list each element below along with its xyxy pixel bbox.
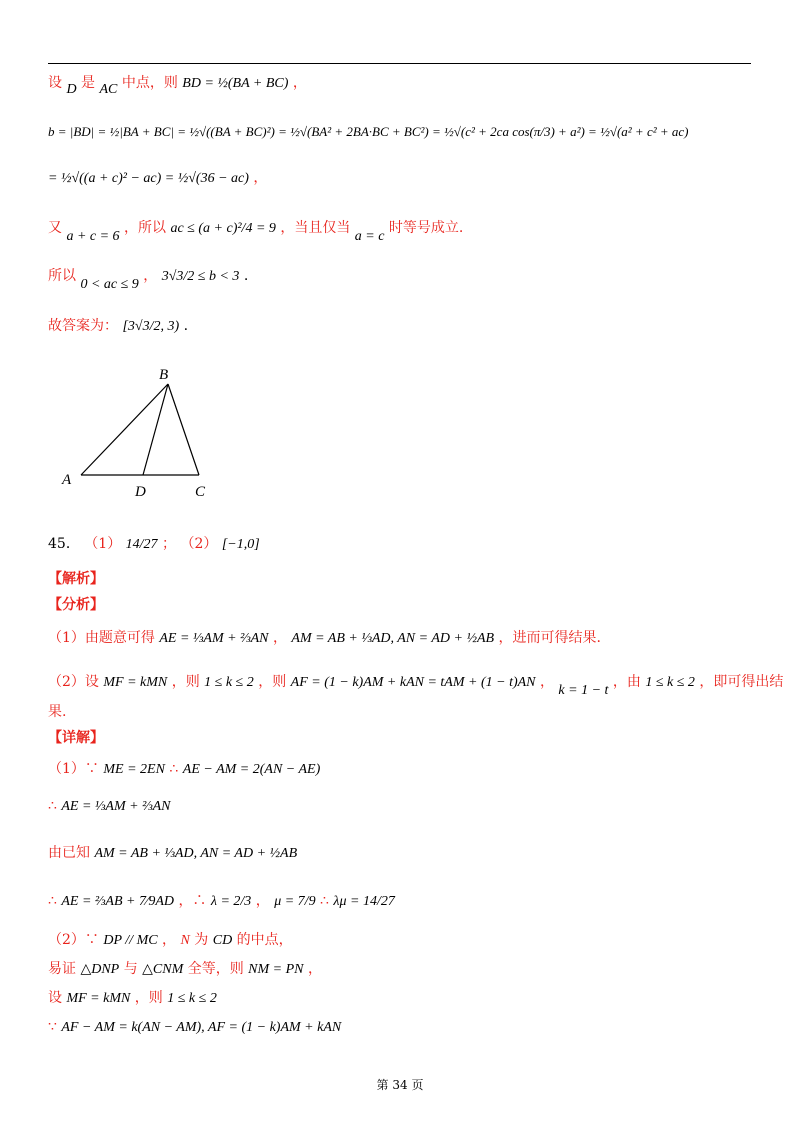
header-rule bbox=[48, 63, 751, 64]
text-suoyi: 所以 bbox=[48, 268, 76, 284]
text-known: 由已知 bbox=[48, 845, 90, 861]
text-therefore: ∴ bbox=[48, 798, 57, 814]
analysis-part2-cont: 果. bbox=[48, 704, 67, 720]
text-conclude: ，即可得出结 bbox=[699, 674, 784, 690]
triangle-cnm: △CNM bbox=[142, 962, 184, 977]
q45-number: 45． bbox=[48, 536, 80, 552]
solution-line-5 bbox=[48, 268, 249, 292]
section-fenxi: 【分析】 bbox=[48, 597, 104, 613]
text-then: ，则 bbox=[258, 674, 287, 690]
detail-line-6 bbox=[48, 961, 322, 979]
formula-k-range: 1 ≤ k ≤ 2 bbox=[204, 675, 254, 690]
formula-ac-range: 0 < ac ≤ 9 bbox=[80, 277, 139, 292]
triangle-figure bbox=[55, 360, 235, 505]
formula-bd-vector: BD = ½(BA + BC) bbox=[182, 76, 289, 91]
formula-nm-pn: NM = PN bbox=[248, 962, 304, 977]
formula-answer-interval: [3√3/2, 3) bbox=[122, 319, 180, 334]
analysis-part2 bbox=[48, 674, 784, 698]
text-therefore: ，∴ bbox=[178, 893, 207, 909]
text-therefore: ∴ bbox=[48, 893, 57, 909]
text-comma: ， bbox=[292, 75, 307, 91]
detail-line-5 bbox=[48, 932, 293, 950]
text-shi: 是 bbox=[81, 75, 96, 91]
text-congruent: 全等，则 bbox=[187, 961, 244, 977]
text-easy-proof: 易证 bbox=[48, 961, 76, 977]
section-xiangjie: 【详解】 bbox=[48, 730, 104, 746]
text-then: ，则 bbox=[171, 674, 200, 690]
vertex-label-b: B bbox=[159, 367, 169, 383]
text-therefore: ∴ bbox=[320, 893, 329, 909]
formula-lambda-mu: λμ = 14/27 bbox=[333, 894, 395, 909]
text-period: . bbox=[243, 268, 249, 284]
text-comma: ， bbox=[539, 674, 554, 690]
formula-ae-ab-ad: AE = ⅔AB + 7⁄9AD bbox=[61, 894, 174, 909]
formula-b-simplified: = ½√((a + c)² − ac) = ½√(36 − ac) bbox=[48, 171, 249, 186]
formula-a-plus-c: a + c = 6 bbox=[66, 229, 120, 244]
text-period: . bbox=[183, 318, 189, 334]
solution-line-6 bbox=[48, 318, 188, 336]
detail-line-2 bbox=[48, 798, 170, 816]
formula-k-range: 1 ≤ k ≤ 2 bbox=[645, 675, 695, 690]
solution-line-3 bbox=[48, 170, 267, 188]
page-number: 第 34 页 bbox=[376, 1078, 424, 1092]
q45-separator: ； bbox=[162, 536, 176, 552]
edge-bc bbox=[168, 384, 199, 475]
text-comma: ， bbox=[307, 961, 322, 977]
triangle-dnp: △DNP bbox=[80, 962, 120, 977]
text-from-problem: （1）由题意可得 bbox=[48, 630, 155, 646]
text-because: ∵ bbox=[48, 1019, 57, 1035]
text-comma: ， bbox=[253, 170, 268, 186]
q45-part2-label: （2） bbox=[180, 536, 218, 552]
formula-me-en: ME = 2EN bbox=[103, 762, 165, 777]
detail-line-1 bbox=[48, 761, 320, 779]
text-therefore: ∴ bbox=[169, 761, 179, 777]
section-jiexi: 【解析】 bbox=[48, 571, 104, 587]
point-n: N bbox=[180, 933, 190, 948]
q45-part1-label: （1） bbox=[84, 536, 122, 552]
text-comma: ， bbox=[162, 932, 177, 948]
text-answer-label: 故答案为： bbox=[48, 318, 118, 334]
solution-line-2: b = |BD| = ½|BA + BC| = ½√((BA + BC)²) = ½√(BA² + 2BA·BC + BC²) = ½√(c² + 2ca cos(π/3) + a²) = ½√(a² + c² + ac) bbox=[48, 124, 689, 139]
vertex-label-c: C bbox=[195, 484, 206, 500]
point-d: D bbox=[66, 82, 77, 97]
formula-lambda: λ = 2/3 bbox=[210, 894, 252, 909]
detail-line-7 bbox=[48, 990, 217, 1008]
text-because: （2）∵ bbox=[48, 932, 99, 948]
formula-am-an: AM = AB + ⅓AD, AN = AD + ½AB bbox=[94, 846, 298, 861]
q45-answers bbox=[48, 536, 260, 554]
solution-line-1 bbox=[48, 75, 307, 97]
detail-line-8 bbox=[48, 1019, 341, 1037]
formula-k-t: k = 1 − t bbox=[558, 683, 609, 698]
text-and: 与 bbox=[123, 961, 138, 977]
text-comma: ， bbox=[255, 893, 270, 909]
formula-af: AF = (1 − k)AM + kAN = tAM + (1 − t)AN bbox=[290, 675, 536, 690]
text-equality-holds: 时等号成立. bbox=[388, 220, 464, 236]
detail-line-3 bbox=[48, 845, 297, 863]
formula-ac-bound: ac ≤ (a + c)²/4 = 9 bbox=[170, 221, 276, 236]
formula-a-equals-c: a = c bbox=[354, 229, 385, 244]
q45-part1-answer: 14/27 bbox=[125, 537, 158, 552]
analysis-part1 bbox=[48, 630, 601, 648]
text-because: （1）∵ bbox=[48, 761, 99, 777]
segment-ac: AC bbox=[99, 82, 118, 97]
text-then: ，则 bbox=[134, 990, 163, 1006]
vertex-label-d: D bbox=[135, 484, 146, 500]
formula-ae: AE = ⅓AM + ⅔AN bbox=[159, 631, 269, 646]
formula-am-an: AM = AB + ⅓AD, AN = AD + ½AB bbox=[291, 631, 495, 646]
text-by: ，由 bbox=[612, 674, 641, 690]
q45-part2-answer: [−1,0] bbox=[221, 537, 260, 552]
detail-line-4 bbox=[48, 893, 395, 911]
text-you: 又 bbox=[48, 220, 62, 236]
text-suoyi: ，所以 bbox=[124, 220, 167, 236]
text-she: 设 bbox=[48, 75, 62, 91]
vertex-label-a: A bbox=[62, 472, 72, 488]
formula-b-range: 3√3/2 ≤ b < 3 bbox=[161, 269, 240, 284]
text-comma: ， bbox=[143, 268, 158, 284]
text-midpoint: 中点，则 bbox=[121, 75, 178, 91]
segment-cd: CD bbox=[212, 933, 233, 948]
text-let: 设 bbox=[48, 990, 62, 1006]
text-iff: ，当且仅当 bbox=[280, 220, 351, 236]
formula-mu: μ = 7/9 bbox=[274, 894, 316, 909]
text-wei: 为 bbox=[194, 932, 209, 948]
solution-line-4 bbox=[48, 220, 464, 244]
formula-af-am: AF − AM = k(AN − AM), AF = (1 − k)AM + kAN bbox=[61, 1020, 342, 1035]
formula-mf: MF = kMN bbox=[103, 675, 168, 690]
formula-mf: MF = kMN bbox=[66, 991, 131, 1006]
formula-ae: AE = ⅓AM + ⅔AN bbox=[61, 799, 171, 814]
text-result: ，进而可得结果. bbox=[498, 630, 601, 646]
text-midpoint: 的中点， bbox=[236, 932, 293, 948]
formula-k-range: 1 ≤ k ≤ 2 bbox=[167, 991, 217, 1006]
text-comma: ， bbox=[272, 630, 287, 646]
formula-dp-mc: DP // MC bbox=[103, 933, 158, 948]
formula-ae-am: AE − AM = 2(AN − AE) bbox=[182, 762, 321, 777]
text-let: （2）设 bbox=[48, 674, 99, 690]
